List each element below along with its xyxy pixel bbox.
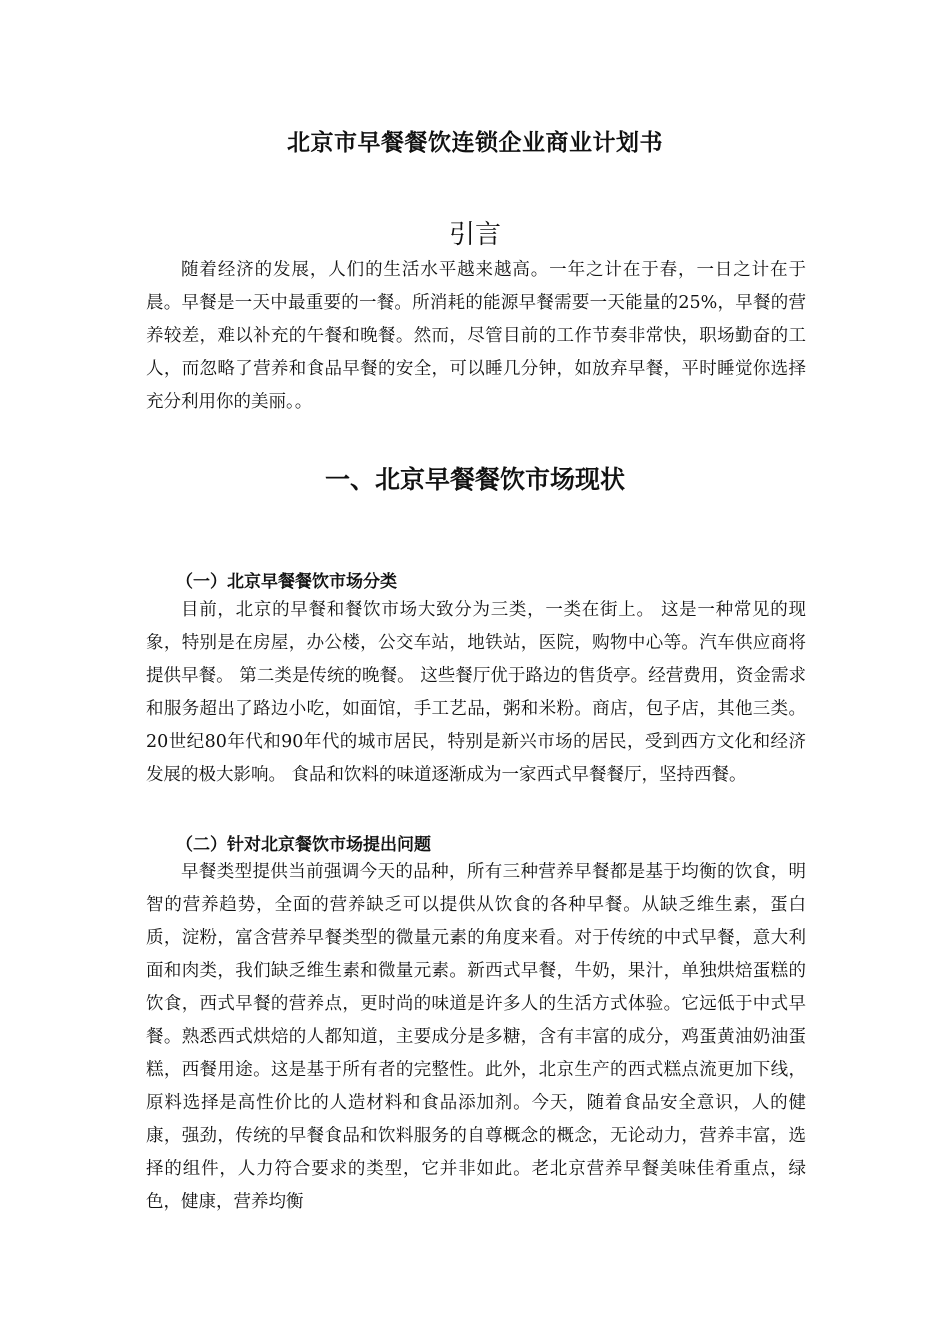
intro-paragraph: 随着经济的发展，人们的生活水平越来越高。一年之计在于春，一日之计在于晨。早餐是一天中最重要的一餐。所消耗的能源早餐需要一天能量的25%，早餐的营养较差，难以补充的午餐和晚餐。然而，尽管目前的工作节奏非常快，职场勤奋的工人，而忽略了营养和食品早餐的安全，可以睡几分钟，如放弃早餐，平时睡觉你选择充分利用你的美丽。。 <box>146 260 806 412</box>
section-1-heading: 一、北京早餐餐饮市场现状 <box>324 465 625 494</box>
intro-heading: 引言 <box>448 220 501 250</box>
subsection-1-heading: （一）北京早餐餐饮市场分类 <box>176 572 397 592</box>
subsection-1-paragraph: 目前，北京的早餐和餐饮市场大致分为三类，一类在街上。 这是一种常见的现象，特别是在房屋，办公楼，公交车站，地铁站，医院，购物中心等。汽车供应商将提供早餐。 第二类是传统的晚餐。 这些餐厅优于路边的售货亭。经营费用，资金需求和服务超出了路边小吃，如面馆，手工艺品，粥和米粉。商店，包子店，其他三类。 20世纪80年代和90年代的城市居民，特别是新兴市场的居民，受到西方文化和经济发展的极大影响。 食品和饮料的味道逐渐成为一家西式早餐餐厅，坚持西餐。 <box>146 600 806 785</box>
document-title: 北京市早餐餐饮连锁企业商业计划书 <box>287 130 663 156</box>
subsection-2-heading: （二）针对北京餐饮市场提出问题 <box>176 835 431 855</box>
subsection-2-paragraph: 早餐类型提供当前强调今天的品种，所有三种营养早餐都是基于均衡的饮食，明智的营养趋势，全面的营养缺乏可以提供从饮食的各种早餐。从缺乏维生素，蛋白质，淀粉，富含营养早餐类型的微量元素的角度来看。对于传统的中式早餐，意大利面和肉类，我们缺乏维生素和微量元素。新西式早餐，牛奶，果汁，单独烘焙蛋糕的饮食，西式早餐的营养点，更时尚的味道是许多人的生活方式体验。它远低于中式早餐。熟悉西式烘焙的人都知道，主要成分是多糖，含有丰富的成分，鸡蛋黄油奶油蛋糕，西餐用途。这是基于所有者的完整性。此外，北京生产的西式糕点流更加下线，原料选择是高性价比的人造材料和食品添加剂。今天，随着食品安全意识，人的健康，强劲，传统的早餐食品和饮料服务的自尊概念的概念，无论动力，营养丰富，选择的组件，人力符合要求的类型，它并非如此。老北京营养早餐美味佳肴重点，绿色，健康，营养均衡 <box>146 862 806 1212</box>
